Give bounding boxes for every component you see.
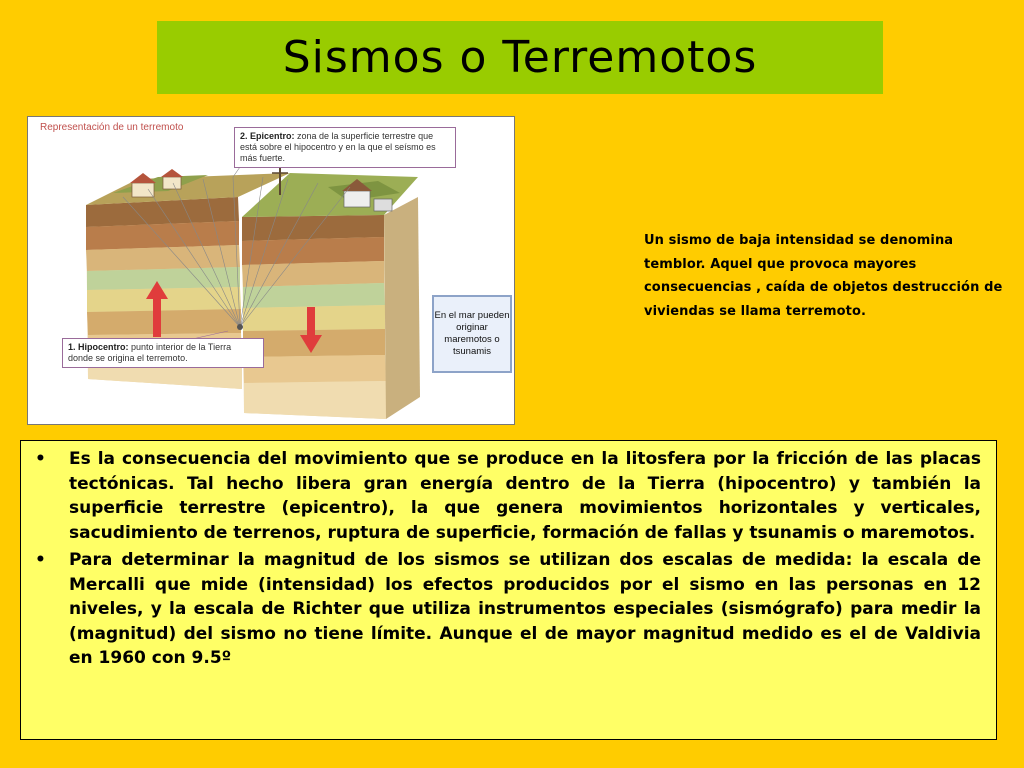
maremotos-callout bbox=[432, 295, 512, 373]
maremotos-text: En el mar pueden originar maremotos o tsunamis bbox=[434, 310, 510, 357]
hypocentre-point bbox=[237, 324, 243, 330]
side-note-text: Un sismo de baja intensidad se denomina temblor. Aquel que provoca mayores consecuencias , caída de objetos destrucción de viviendas se llama terremoto. bbox=[644, 233, 1003, 319]
content-box bbox=[20, 440, 997, 740]
bullet-text: Para determinar la magnitud de los sismos se utilizan dos escalas de medida: la escala de Mercalli que mide (intensidad) los efectos producidos por el sismo en las personas en 12 niveles, y la escala de Richter que utiliza instrumentos especiales (sismógrafo) para medir la (magnitud) del sismo no tiene límite. Aunque el de mayor magnitud medido es el de Valdivia en 1960 con 9.5º bbox=[69, 550, 981, 668]
title-banner bbox=[157, 21, 883, 94]
list-item bbox=[29, 447, 981, 545]
epicentro-label: 2. Epicentro: bbox=[240, 131, 295, 141]
figure-caption: Representación de un terremoto bbox=[40, 122, 184, 133]
bullet-marker: • bbox=[35, 550, 46, 570]
epicentro-callout bbox=[234, 127, 456, 168]
right-block bbox=[242, 173, 420, 419]
bullet-list bbox=[29, 447, 981, 674]
list-item bbox=[29, 548, 981, 671]
epicentro-text: zona de la superficie terrestre que está sobre el hipocentro y en la que el seísmo es más fuerte. bbox=[240, 131, 436, 163]
side-note bbox=[644, 229, 1019, 323]
hipocentro-label: 1. Hipocentro: bbox=[68, 342, 129, 352]
bullet-marker: • bbox=[35, 449, 46, 469]
bullet-text: Es la consecuencia del movimiento que se produce en la litosfera por la fricción de las placas tectónicas. Tal hecho libera gran energía dentro de la Tierra (hipocentro) y también la superficie terrestre (epicentro), la que genera movimientos horizontales y verticales, sacudimiento de terrenos, ruptura de superficie, formación de fallas y tsunamis o maremotos. bbox=[69, 449, 981, 543]
slide-title: Sismos o Terremotos bbox=[282, 32, 758, 83]
hipocentro-callout bbox=[62, 338, 264, 368]
hipocentro-text: punto interior de la Tierra donde se origina el terremoto. bbox=[68, 342, 232, 363]
earthquake-diagram bbox=[27, 116, 515, 425]
